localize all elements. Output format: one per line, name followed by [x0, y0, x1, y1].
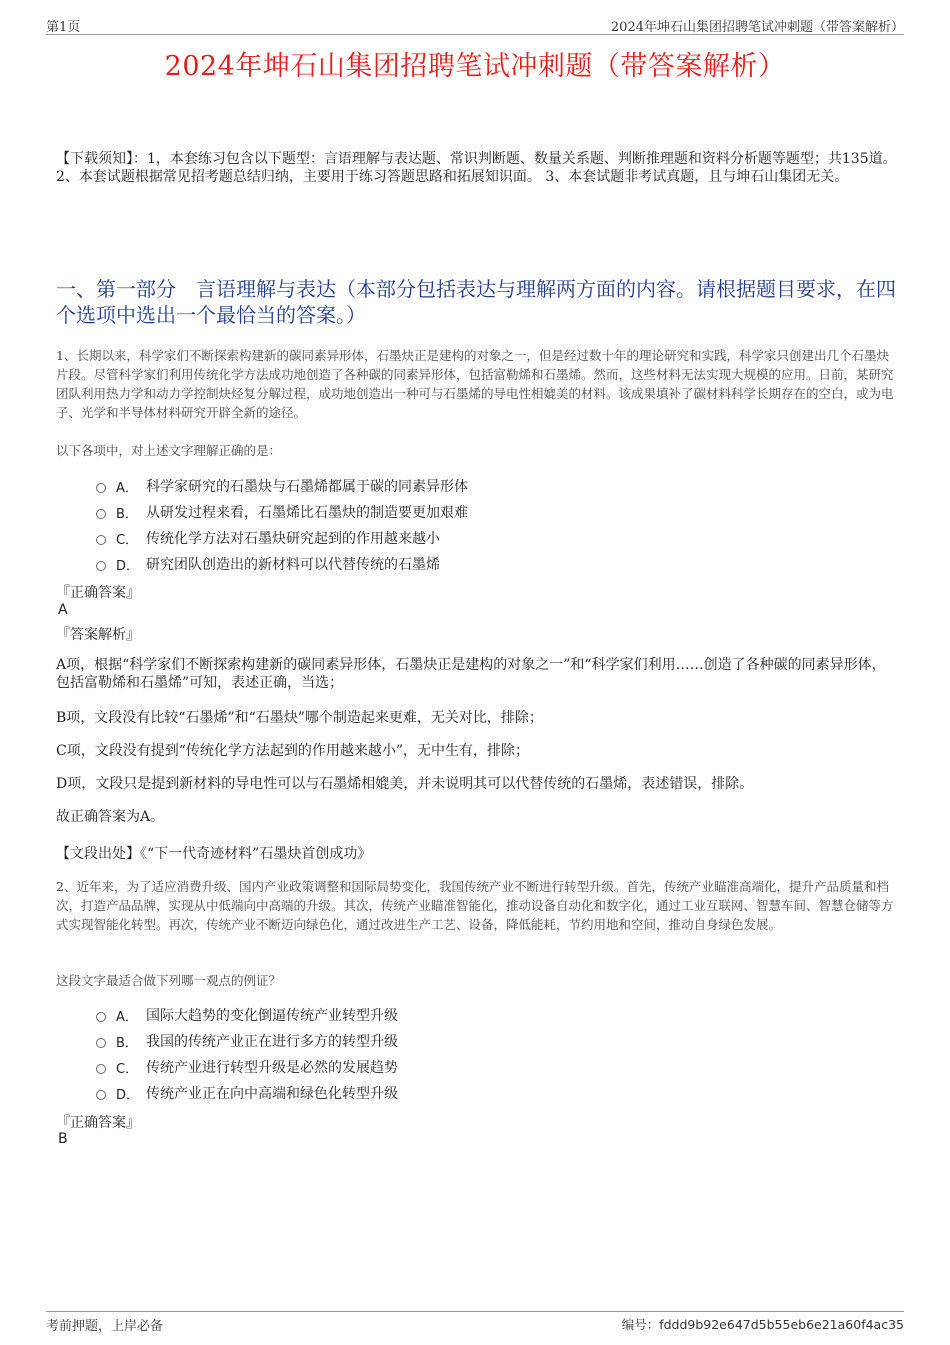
- radio-button[interactable]: [96, 1090, 106, 1100]
- question-1-prompt: 以下各项中，对上述文字理解正确的是：: [56, 443, 282, 458]
- radio-button[interactable]: [96, 1012, 106, 1022]
- option-letter: B．: [116, 1035, 138, 1051]
- question-2-options: [96, 1002, 890, 1106]
- option-letter: D．: [116, 1087, 140, 1103]
- question-1-text: 1、长期以来，科学家们不断探索构建新的碳同素异形体，石墨炔正是建构的对象之一，但是经过数十年的理论研究和实践，科学家只创建出几个石墨炔片段。尽管科学家们利用传统化学方法成功地创造了各种碳的同素异形体，包括富勒烯和石墨烯。然而，这些材料无法实现大规模的应用。日前，某研究团队利用热力学和动力学控制炔烃复分解过程，成功地创造出一种可与石墨烯的导电性相媲美的材料。该成果填补了碳材料科学长期存在的空白，或为电子、光学和半导体材料研究开辟全新的途径。: [56, 348, 894, 420]
- radio-button[interactable]: [96, 483, 106, 493]
- text-source: 【文段出处】《“下一代奇迹材料”石墨炔首创成功》: [56, 846, 372, 862]
- option-text: 传统产业正在向中高端和绿色化转型升级: [146, 1086, 398, 1102]
- correct-answer-label: 『正确答案』: [56, 1115, 140, 1131]
- radio-button[interactable]: [96, 535, 106, 545]
- analysis-b: B项，文段没有比较“石墨烯”和“石墨炔”哪个制造起来更难，无关对比，排除；: [56, 710, 543, 726]
- download-notice: 【下载须知】：1，本套练习包含以下题型：言语理解与表达题、常识判断题、数量关系题、判断推理题和资料分析题等题型；共135道。 2、本套试题根据常见招考题总结归纳，主要用于练习答题思路和拓展知识面。 3、本套试题非考试真题，且与坤石山集团无关。: [56, 151, 897, 185]
- page-number: 第1页: [46, 20, 81, 35]
- option-text: 传统化学方法对石墨炔研究起到的作用越来越小: [146, 531, 440, 547]
- footer-code: 编号：fddd9b92e647d5b55eb6e21a60f4ac35: [621, 1317, 904, 1332]
- option-text: 我国的传统产业正在进行多方的转型升级: [146, 1034, 398, 1050]
- option-letter: A．: [116, 1009, 138, 1025]
- question-2-text: 2、近年来，为了适应消费升级、国内产业政策调整和国际局势变化，我国传统产业不断进行转型升级。首先，传统产业瞄准高端化，提升产品质量和档次，打造产品品牌，实现从中低端向中高端的升级。其次，传统产业瞄准智能化，推动设备自动化和数字化，通过工业互联网、智慧车间、智慧仓储等方式实现智能化转型。再次，传统产业不断迈向绿色化，通过改进生产工艺、设备，降低能耗，节约用地和空间，推动自身绿色发展。: [56, 879, 894, 932]
- question-1-options: [96, 473, 890, 577]
- radio-button[interactable]: [96, 1038, 106, 1048]
- option-letter: C．: [116, 1061, 139, 1077]
- option-c[interactable]: [96, 1054, 890, 1080]
- option-text: 传统产业进行转型升级是必然的发展趋势: [146, 1060, 398, 1076]
- option-text: 科学家研究的石墨炔与石墨烯都属于碳的同素异形体: [146, 479, 468, 495]
- option-letter: B．: [116, 506, 138, 522]
- radio-button[interactable]: [96, 1064, 106, 1074]
- option-text: 从研发过程来看，石墨烯比石墨炔的制造要更加艰难: [146, 505, 468, 521]
- option-d[interactable]: [96, 1080, 890, 1106]
- option-letter: D．: [116, 558, 140, 574]
- question-2-prompt: 这段文字最适合做下列哪一观点的例证？: [56, 973, 282, 988]
- option-text: 研究团队创造出的新材料可以代替传统的石墨烯: [146, 557, 440, 573]
- analysis-d: D项，文段只是提到新材料的导电性可以与石墨烯相媲美，并未说明其可以代替传统的石墨烯，表述错误，排除。: [56, 776, 754, 792]
- header-doc-name: 2024年坤石山集团招聘笔试冲刺题（带答案解析）: [610, 20, 904, 35]
- option-a[interactable]: [96, 473, 890, 499]
- section-heading: 一、第一部分 言语理解与表达（本部分包括表达与理解两方面的内容。请根据题目要求，在四个选项中选出一个最恰当的答案。）: [56, 277, 896, 327]
- radio-button[interactable]: [96, 509, 106, 519]
- footer-slogan: 考前押题，上岸必备: [46, 1319, 164, 1334]
- correct-answer-value: A: [58, 602, 68, 618]
- option-letter: C．: [116, 532, 139, 548]
- page-header: [46, 14, 904, 35]
- correct-answer-value: B: [58, 1131, 68, 1147]
- analysis-c: C项，文段没有提到“传统化学方法起到的作用越来越小”，无中生有，排除；: [56, 743, 530, 759]
- option-b[interactable]: [96, 499, 890, 525]
- option-d[interactable]: [96, 551, 890, 577]
- correct-answer-label: 『正确答案』: [56, 585, 140, 601]
- option-a[interactable]: [96, 1002, 890, 1028]
- option-c[interactable]: [96, 525, 890, 551]
- option-b[interactable]: [96, 1028, 890, 1054]
- document-title: 2024年坤石山集团招聘笔试冲刺题（带答案解析）: [164, 51, 786, 82]
- option-letter: A．: [116, 480, 138, 496]
- radio-button[interactable]: [96, 561, 106, 571]
- analysis-label: 『答案解析』: [56, 627, 140, 643]
- option-text: 国际大趋势的变化倒逼传统产业转型升级: [146, 1008, 398, 1024]
- analysis-a: A项，根据“科学家们不断探索构建新的碳同素异形体，石墨炔正是建构的对象之一”和“科学家们利用……创造了各种碳的同素异形体，包括富勒烯和石墨烯”可知，表述正确，当选；: [56, 657, 886, 691]
- analysis-conclusion: 故正确答案为A。: [56, 809, 165, 825]
- page-footer: [46, 1311, 904, 1334]
